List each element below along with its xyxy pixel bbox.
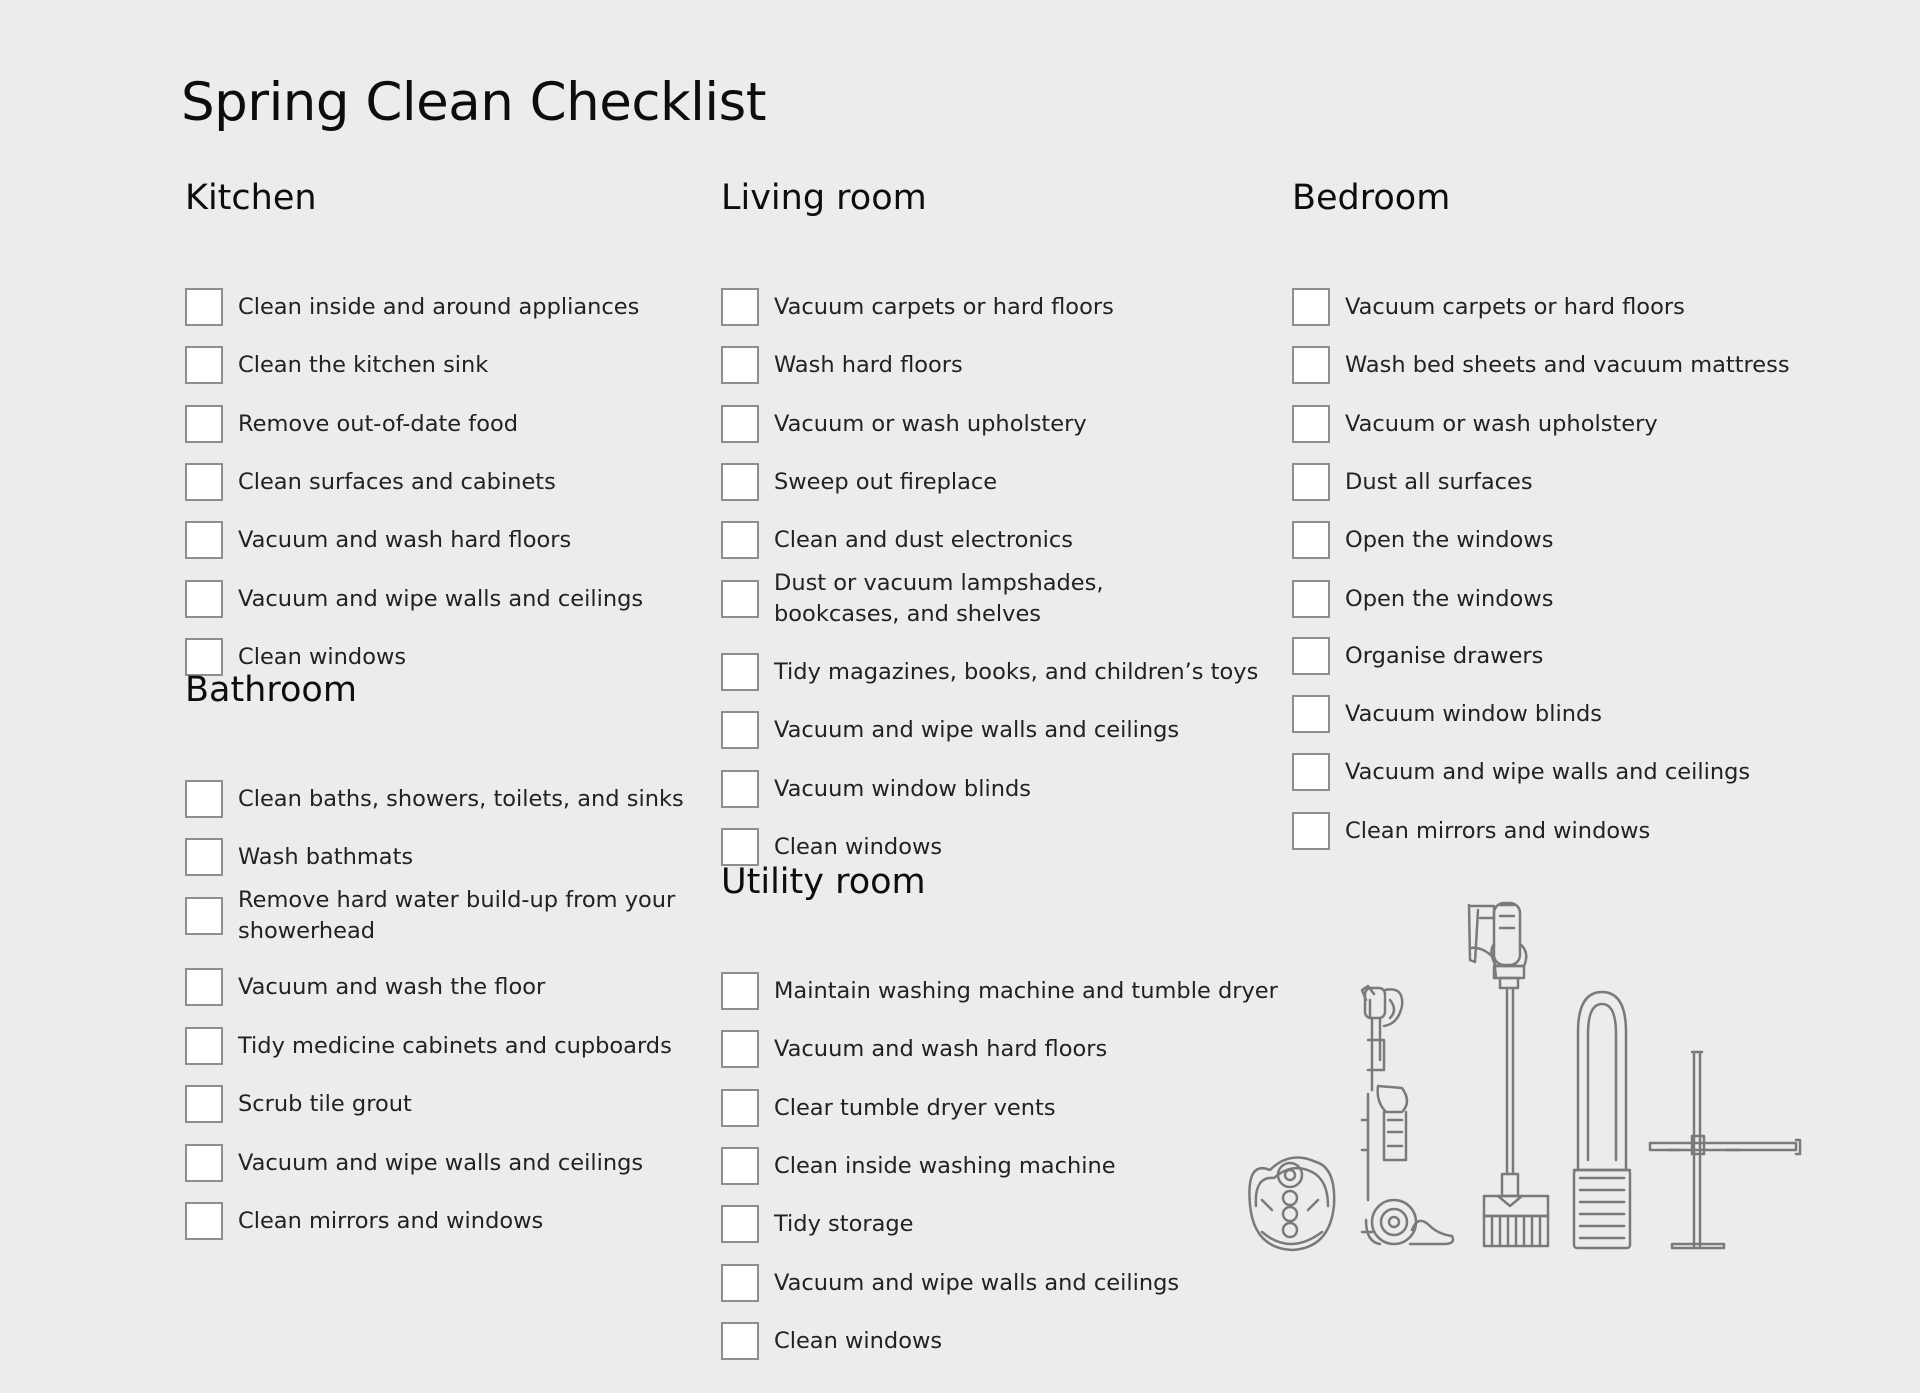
section-heading-bedroom: Bedroom (1292, 178, 1451, 218)
checklist-item[interactable] (185, 403, 518, 445)
checklist-item[interactable] (721, 567, 1214, 631)
checkbox-icon[interactable] (721, 288, 759, 326)
page-title: Spring Clean Checklist (181, 72, 767, 133)
robot-vacuum-icon (1249, 1158, 1334, 1251)
checkbox-icon[interactable] (185, 521, 223, 559)
checkbox-icon[interactable] (1292, 580, 1330, 618)
checklist-item-label: Clean inside and around appliances (238, 293, 640, 320)
checkbox-icon[interactable] (721, 521, 759, 559)
checklist-item-label: Tidy magazines, books, and children’s toys (774, 658, 1259, 685)
checkbox-icon[interactable] (721, 1030, 759, 1068)
checkbox-icon[interactable] (1292, 637, 1330, 675)
checklist-item-label: Organise drawers (1345, 642, 1544, 669)
section-kitchen (185, 176, 644, 670)
checklist-item[interactable] (185, 344, 488, 386)
section-heading-kitchen: Kitchen (185, 178, 317, 218)
checklist-item[interactable] (1292, 751, 1750, 793)
checklist-item-label: Remove hard water build-up from your showerhead (238, 887, 676, 944)
checklist-item[interactable] (185, 286, 639, 328)
checklist-item[interactable] (721, 1145, 1116, 1187)
checklist-item-label: Wash hard floors (774, 351, 963, 378)
checklist-item[interactable] (721, 1203, 914, 1245)
checklist-item-label: Vacuum carpets or hard floors (774, 293, 1114, 320)
checkbox-icon[interactable] (185, 838, 223, 876)
appliances-illustration (1240, 895, 1810, 1255)
checklist-item[interactable] (721, 1028, 1107, 1070)
checklist-item[interactable] (721, 461, 997, 503)
checkbox-icon[interactable] (721, 1089, 759, 1127)
desk-lamp-icon (1650, 1052, 1800, 1248)
checkbox-icon[interactable] (185, 463, 223, 501)
checklist-item[interactable] (185, 578, 643, 620)
checklist-item[interactable] (1292, 344, 1790, 386)
checklist-item[interactable] (1292, 810, 1650, 852)
checklist-item-label: Scrub tile grout (238, 1090, 412, 1117)
checklist-item-label: Vacuum window blinds (1345, 700, 1602, 727)
checkbox-icon[interactable] (185, 346, 223, 384)
checklist-item[interactable] (1292, 693, 1602, 735)
checklist-item-label: Vacuum and wipe walls and ceilings (238, 1149, 644, 1176)
checklist-item-label: Vacuum and wipe walls and ceilings (1345, 758, 1751, 785)
checklist-item-label: Clear tumble dryer vents (774, 1094, 1056, 1121)
checklist-item-label: Clean and dust electronics (774, 526, 1073, 553)
checklist-item[interactable] (185, 966, 545, 1008)
checklist-item-label: Vacuum or wash upholstery (774, 410, 1087, 437)
checklist-item-label: Dust or vacuum lampshades, bookcases, and shelves (774, 570, 1104, 627)
checklist-item-label: Clean surfaces and cabinets (238, 468, 556, 495)
checklist-item[interactable] (721, 286, 1114, 328)
checkbox-icon[interactable] (721, 580, 759, 618)
air-purifier-icon (1574, 992, 1630, 1248)
checklist-item[interactable] (721, 1087, 1056, 1129)
checklist-item-label: Vacuum and wipe walls and ceilings (774, 716, 1180, 743)
checkbox-icon[interactable] (721, 346, 759, 384)
checklist-item[interactable] (185, 1142, 643, 1184)
checklist-item-label: Vacuum window blinds (774, 775, 1031, 802)
checklist-item-label: Sweep out fireplace (774, 468, 998, 495)
checklist-item[interactable] (185, 836, 413, 878)
checklist-item-label: Tidy medicine cabinets and cupboards (238, 1032, 672, 1059)
checklist-item[interactable] (721, 344, 963, 386)
checkbox-icon[interactable] (1292, 753, 1330, 791)
checkbox-icon[interactable] (721, 972, 759, 1010)
checkbox-icon[interactable] (185, 288, 223, 326)
checklist-item[interactable] (1292, 286, 1685, 328)
checklist-item-label: Vacuum and wash hard floors (238, 526, 572, 553)
checkbox-icon[interactable] (721, 1264, 759, 1302)
checkbox-icon[interactable] (185, 1202, 223, 1240)
checklist-item[interactable] (721, 519, 1073, 561)
upright-vacuum-icon (1362, 986, 1453, 1244)
checklist-item[interactable] (185, 1200, 543, 1242)
checkbox-icon[interactable] (185, 1144, 223, 1182)
checklist-item[interactable] (721, 768, 1031, 810)
checkbox-icon[interactable] (721, 770, 759, 808)
section-heading-bathroom: Bathroom (185, 670, 357, 710)
checklist-item-label: Remove out-of-date food (238, 410, 519, 437)
section-heading-utility-room: Utility room (721, 862, 926, 902)
checklist-item-label: Clean windows (774, 1327, 943, 1354)
checklist-item-label: Clean mirrors and windows (1345, 817, 1651, 844)
section-bathroom (185, 668, 684, 1234)
stick-vacuum-icon (1469, 903, 1548, 1246)
checkbox-icon[interactable] (185, 780, 223, 818)
checklist-item[interactable] (185, 778, 684, 820)
checkbox-icon[interactable] (1292, 521, 1330, 559)
checklist-item-label: Clean the kitchen sink (238, 351, 489, 378)
checklist-item[interactable] (185, 884, 678, 948)
checklist-item[interactable] (1292, 461, 1533, 503)
checkbox-icon[interactable] (185, 405, 223, 443)
checkbox-icon[interactable] (1292, 812, 1330, 850)
checklist-item-label: Open the windows (1345, 526, 1554, 553)
checkbox-icon[interactable] (1292, 695, 1330, 733)
checklist-item[interactable] (185, 1025, 672, 1067)
checkbox-icon[interactable] (1292, 288, 1330, 326)
checklist-item-label: Clean windows (774, 833, 943, 860)
checklist-item-label: Vacuum and wipe walls and ceilings (774, 1269, 1180, 1296)
checkbox-icon[interactable] (721, 1205, 759, 1243)
section-bedroom (1292, 176, 1790, 844)
checklist-item-label: Clean inside washing machine (774, 1152, 1116, 1179)
checklist-item-label: Open the windows (1345, 585, 1554, 612)
section-living-room (721, 176, 1259, 860)
checklist-item[interactable] (1292, 519, 1553, 561)
checkbox-icon[interactable] (185, 1085, 223, 1123)
checklist-item[interactable] (185, 519, 571, 561)
checkbox-icon[interactable] (1292, 346, 1330, 384)
checklist-item[interactable] (721, 1262, 1179, 1304)
checkbox-icon[interactable] (721, 405, 759, 443)
checklist-item-label: Vacuum and wash the floor (238, 973, 546, 1000)
checklist-item-label: Wash bed sheets and vacuum mattress (1345, 351, 1790, 378)
section-heading-living-room: Living room (721, 178, 927, 218)
checklist-item[interactable] (721, 709, 1179, 751)
checkbox-icon[interactable] (721, 653, 759, 691)
checklist-item-label: Vacuum and wipe walls and ceilings (238, 585, 644, 612)
checklist-item[interactable] (185, 461, 556, 503)
checklist-item[interactable] (1292, 635, 1543, 677)
checkbox-icon[interactable] (1292, 463, 1330, 501)
checklist-item[interactable] (721, 651, 1258, 693)
section-utility-room (721, 860, 1278, 1354)
checklist-item-label: Dust all surfaces (1345, 468, 1533, 495)
checkbox-icon[interactable] (185, 580, 223, 618)
checklist-item-label: Wash bathmats (238, 843, 414, 870)
checklist-item[interactable] (721, 970, 1278, 1012)
checklist-item-label: Clean windows (238, 643, 407, 670)
checklist-item[interactable] (721, 1320, 942, 1362)
checklist-item[interactable] (721, 403, 1087, 445)
checklist-item-label: Clean mirrors and windows (238, 1207, 544, 1234)
checklist-item-label: Vacuum carpets or hard floors (1345, 293, 1685, 320)
checklist-item-label: Tidy storage (774, 1210, 914, 1237)
checkbox-icon[interactable] (721, 1147, 759, 1185)
checkbox-icon[interactable] (721, 463, 759, 501)
checklist-item[interactable] (1292, 403, 1658, 445)
checkbox-icon[interactable] (185, 897, 223, 935)
checklist-item-label: Vacuum and wash hard floors (774, 1035, 1108, 1062)
checklist-item[interactable] (1292, 578, 1553, 620)
checklist-item[interactable] (185, 1083, 412, 1125)
checkbox-icon[interactable] (721, 1322, 759, 1360)
checkbox-icon[interactable] (1292, 405, 1330, 443)
checklist-item-label: Maintain washing machine and tumble dryer (774, 977, 1278, 1004)
checklist-item-label: Clean baths, showers, toilets, and sinks (238, 785, 684, 812)
checkbox-icon[interactable] (185, 1027, 223, 1065)
checklist-item-label: Vacuum or wash upholstery (1345, 410, 1658, 437)
checkbox-icon[interactable] (185, 968, 223, 1006)
checkbox-icon[interactable] (721, 711, 759, 749)
